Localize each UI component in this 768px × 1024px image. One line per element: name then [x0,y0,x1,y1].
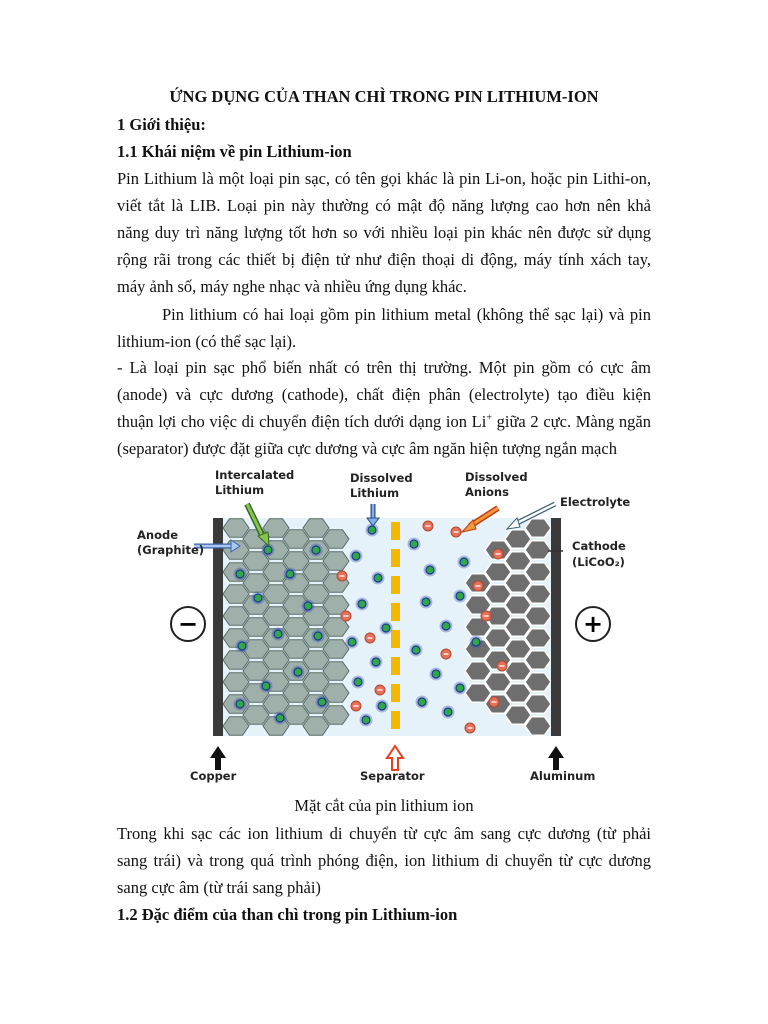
lithium-ion [262,682,270,690]
lithium-ion [382,624,390,632]
lithium-ion [412,646,420,654]
lithium-ion [378,702,386,710]
paragraph-line: sang trái) và trong quá trình phóng điện, ion lithium di chuyển từ cực dương [117,851,651,870]
lithium-ion [312,546,320,554]
cathode-hexagon [505,640,531,658]
cathode-hexagon [505,684,531,702]
lithium-ion [254,594,262,602]
lithium-ion [410,540,418,548]
separator-segment [391,549,400,567]
paragraph-line: (separator) được đặt giữa cực dương và cực âm ngăn hiện tượng ngắn mạch [117,439,617,458]
cathode-hexagon [505,596,531,614]
separator-arrow-icon [387,746,403,770]
lithium-ion [432,670,440,678]
paragraph-line: sang cực âm (từ trái sang phải) [117,878,321,897]
cathode-hexagon [505,662,531,680]
lithium-ion [426,566,434,574]
paragraph-line: - Là loại pin sạc phổ biến nhất có trên thị trường. Một pin gồm có cực âm [117,358,651,377]
lithium-ion [238,642,246,650]
paragraph-line: Trong khi sạc các ion lithium di chuyển từ cực âm sang cực dương (từ phải [117,824,651,843]
label-cathode: Cathode [572,539,626,553]
cathode-hexagon [505,706,531,724]
superscript-plus: + [486,412,492,424]
cathode-hexagon [525,695,551,713]
cathode-hexagon [525,585,551,603]
cathode-hexagon [525,629,551,647]
separator-segment [391,657,400,675]
lithium-ion [442,622,450,630]
label-dissolved: Dissolved [350,471,413,485]
lithium-ion [374,574,382,582]
cathode-hexagon [505,530,531,548]
heading-1: 1 Giới thiệu: [117,115,206,134]
label-anode-graphite: (Graphite) [137,543,205,557]
copper-collector [213,518,223,736]
lithium-ion [372,658,380,666]
cathode-hexagon [505,574,531,592]
separator-segment [391,522,400,540]
paragraph-line: lithium-ion (có thể sạc lại). [117,332,297,351]
lithium-ion [352,552,360,560]
cathode-hexagon [485,629,511,647]
lithium-ion [294,668,302,676]
lithium-ion [456,592,464,600]
lithium-ion [236,570,244,578]
label-cathode-licoo2: (LiCoO₂) [572,555,625,569]
label-separator: Separator [360,769,425,783]
label-aluminum: Aluminum [530,769,596,783]
heading-1-1: 1.1 Khái niệm về pin Lithium-ion [117,142,352,161]
paragraph-line: Pin lithium có hai loại gồm pin lithium metal (không thể sạc lại) và pin [162,305,651,324]
minus-sign: − [177,610,199,638]
paragraph-line: viết tắt là LIB. Loại pin này thường có mật độ năng lượng cao hơn nên khả [117,196,651,215]
cathode-hexagon [505,618,531,636]
arrow-up-icon [210,746,226,770]
lithium-ion [348,638,356,646]
lithium-ion [358,600,366,608]
figure-caption: Mặt cắt của pin lithium ion [294,796,474,815]
separator-segment [391,603,400,621]
label-dissolved-anions-2: Anions [465,485,509,499]
cathode-hexagon [525,563,551,581]
paragraph-line: (anode) và cực dương (cathode), chất điện phân (electrolyte) tạo điều kiện [117,385,651,404]
heading-1-2: 1.2 Đặc điểm của than chì trong pin Lithium-ion [117,905,458,924]
label-dissolved-lithium: Lithium [350,486,400,500]
cathode-hexagon [525,519,551,537]
cathode-hexagon [465,662,491,680]
label-anode: Anode [137,528,179,542]
paragraph-line: Pin Lithium là một loại pin sạc, có tên gọi khác là pin Li-on, hoặc pin Lithi-on, [117,169,651,188]
text-run: giữa 2 cực. Màng ngăn [491,412,651,431]
label-copper: Copper [190,769,237,783]
lithium-ion [274,630,282,638]
separator-segment [391,684,400,702]
separator-segment [391,576,400,594]
cathode-hexagon [525,541,551,559]
separator-segment [391,630,400,648]
paragraph-line: máy ảnh số, máy nghe nhạc và nhiều ứng dụng khác. [117,277,467,296]
label-electrolyte: Electrolyte [560,495,631,509]
cathode-hexagon [525,651,551,669]
cathode-hexagon [485,673,511,691]
label-intercalated-lithium: Lithium [215,483,265,497]
cathode-hexagon [505,552,531,570]
label-dissolved-anions-1: Dissolved [465,470,528,484]
battery-cross-section-diagram [130,466,642,788]
plus-sign: + [582,610,604,638]
lithium-ion [444,708,452,716]
paragraph-line: năng duy trì năng lượng tốt hơn so với nhiều loại pin khác nên được sử dụng [117,223,651,242]
lithium-ion [354,678,362,686]
lithium-ion [276,714,284,722]
cathode-hexagon [485,585,511,603]
lithium-ion [460,558,468,566]
lithium-ion [318,698,326,706]
lithium-ion [286,570,294,578]
document-title: ỨNG DỤNG CỦA THAN CHÌ TRONG PIN LITHIUM-ION [169,87,599,106]
paragraph-line: rộng rãi trong các thiết bị điện tử như điện thoại di động, máy tính xách tay, [117,250,651,269]
arrow-up-icon [548,746,564,770]
lithium-ion [362,716,370,724]
lithium-ion [368,526,376,534]
cathode-hexagon [525,607,551,625]
cathode-hexagon [465,684,491,702]
lithium-ion [472,638,480,646]
paragraph-line [117,412,651,432]
label-intercalated: Intercalated [215,468,295,482]
lithium-ion [422,598,430,606]
lithium-ion [304,602,312,610]
cathode-hexagon [525,673,551,691]
lithium-ion [314,632,322,640]
lithium-ion [418,698,426,706]
text-run: thuận lợi cho việc di chuyển điện tích dưới dạng ion Li [117,412,487,431]
cathode-hexagon [525,717,551,735]
lithium-ion [456,684,464,692]
lithium-ion [236,700,244,708]
cathode-hexagon [485,563,511,581]
lithium-ion [264,546,272,554]
separator-segment [391,711,400,729]
